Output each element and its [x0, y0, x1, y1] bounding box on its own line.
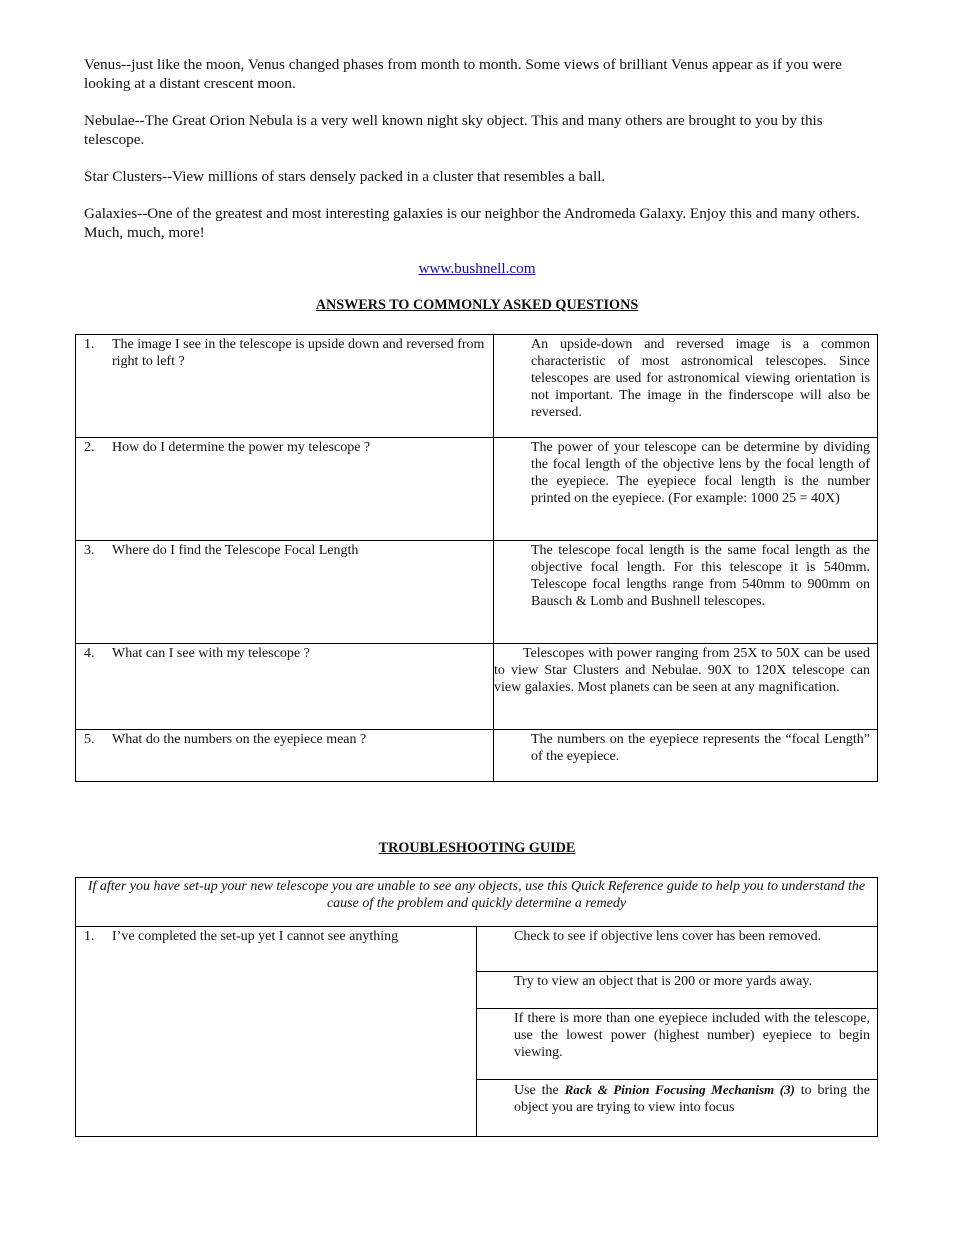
troubleshooting-intro: If after you have set-up your new telescope you are unable to see any objects, use this Quick Reference guide to help you to understand the cause of the problem and quickly determine a remedy: [76, 878, 878, 927]
faq-number: 1.: [84, 337, 95, 352]
faq-heading: ANSWERS TO COMMONLY ASKED QUESTIONS: [315, 297, 639, 313]
faq-question-cell: [76, 644, 494, 730]
faq-question: The image I see in the telescope is upside down and reversed from right to left ?: [112, 337, 485, 369]
faq-answer-cell: [494, 644, 878, 730]
remedy-item: [477, 1080, 877, 1116]
faq-answer: An upside-down and reversed image is a common characteristic of most astronomical telescopes. Since telescopes are used for astronomical viewing orientation is not important. The image in the finderscope will also be reversed.: [531, 337, 870, 420]
faq-row: [76, 335, 878, 438]
faq-row: [76, 438, 878, 541]
paragraph-star-clusters: Star Clusters--View millions of stars densely packed in a cluster that resembles a ball.: [84, 168, 606, 185]
faq-answer: The power of your telescope can be determine by dividing the focal length of the objective lens by the focal length of the eyepiece. The eyepiece focal length is the number printed on the eyepiece. (For example: 1000 25 = 40X): [531, 440, 870, 506]
faq-table: [75, 334, 878, 782]
remedy-emphasis: Rack & Pinion Focusing Mechanism (3): [564, 1082, 795, 1097]
faq-question-cell: [76, 541, 494, 644]
faq-number: 3.: [84, 543, 95, 558]
website-link[interactable]: www.bushnell.com: [418, 260, 536, 277]
faq-answer: The numbers on the eyepiece represents the “focal Length” of the eyepiece.: [531, 732, 870, 764]
remedies-cell: [477, 927, 878, 1137]
problem-text: I’ve completed the set-up yet I cannot see anything: [112, 929, 399, 944]
faq-answer: Telescopes with power ranging from 25X to 50X can be used to view Star Clusters and Nebulae. 90X to 120X telescope can view galaxies. Most planets can be seen at any magnification.: [494, 646, 870, 695]
faq-row: [76, 644, 878, 730]
faq-answer: The telescope focal length is the same focal length as the objective focal length. For this telescope it is 540mm. Telescope focal lengths range from 540mm to 900mm on Bausch & Lomb and Bushnell telescopes.: [531, 543, 870, 609]
troubleshooting-heading: TROUBLESHOOTING GUIDE: [378, 840, 576, 856]
remedy-text: to bring the object you are trying to view into focus: [514, 1083, 870, 1115]
paragraph-nebulae: Nebulae--The Great Orion Nebula is a very well known night sky object. This and many others are brought to you by this telescope.: [84, 112, 823, 148]
faq-question-cell: [76, 730, 494, 782]
remedy-item: Check to see if objective lens cover has been removed.: [477, 927, 877, 972]
faq-question-cell: [76, 335, 494, 438]
faq-question-cell: [76, 438, 494, 541]
faq-answer-cell: [494, 730, 878, 782]
remedy-item: Try to view an object that is 200 or more yards away.: [477, 972, 877, 1009]
faq-question: Where do I find the Telescope Focal Length: [112, 543, 359, 558]
troubleshooting-intro-row: [76, 878, 878, 927]
remedy-item: If there is more than one eyepiece included with the telescope, use the lowest power (highest number) eyepiece to begin viewing.: [477, 1009, 877, 1080]
troubleshooting-table: [75, 877, 878, 1137]
problem-number: 1.: [84, 929, 95, 944]
faq-row: [76, 541, 878, 644]
faq-question: How do I determine the power my telescope ?: [112, 440, 371, 455]
faq-number: 4.: [84, 646, 95, 661]
faq-number: 5.: [84, 732, 95, 747]
faq-question: What can I see with my telescope ?: [112, 646, 310, 661]
website-link-line: [0, 260, 954, 278]
faq-answer-cell: [494, 541, 878, 644]
faq-number: 2.: [84, 440, 95, 455]
faq-question: What do the numbers on the eyepiece mean ?: [112, 732, 367, 747]
problem-cell: [76, 927, 477, 1137]
paragraph-venus: Venus--just like the moon, Venus changed phases from month to month. Some views of brilliant Venus appear as if you were looking at a distant crescent moon.: [84, 56, 842, 92]
paragraph-galaxies: Galaxies--One of the greatest and most interesting galaxies is our neighbor the Andromeda Galaxy. Enjoy this and many others. Much, much, more!: [84, 205, 860, 241]
faq-answer-cell: [494, 335, 878, 438]
faq-answer-cell: [494, 438, 878, 541]
faq-row: [76, 730, 878, 782]
remedy-text: Use the: [514, 1083, 565, 1098]
troubleshooting-row: [76, 927, 878, 1137]
